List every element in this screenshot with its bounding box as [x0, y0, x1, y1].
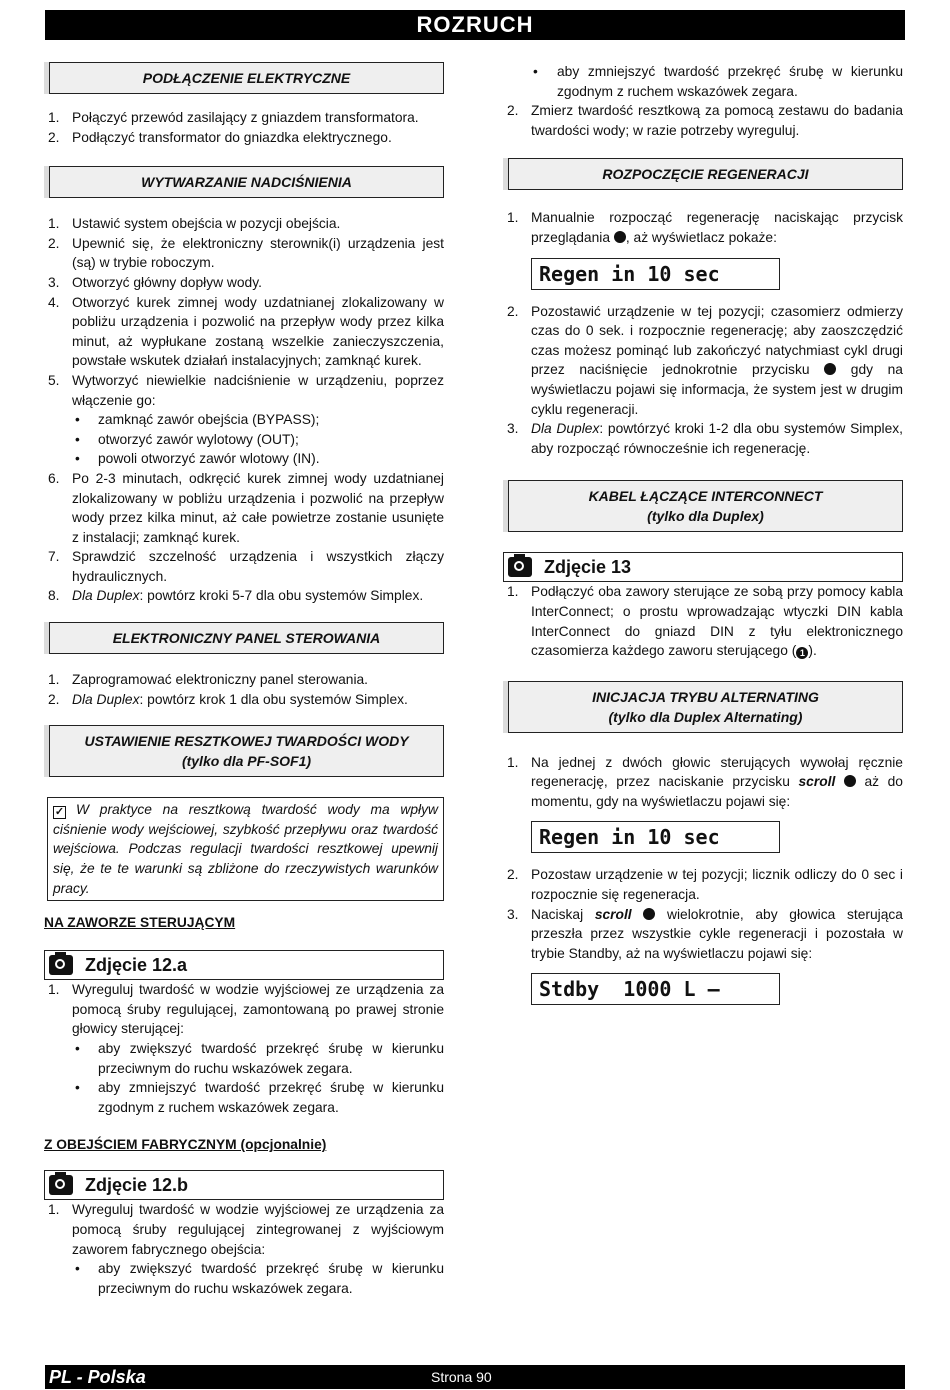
list-control-panel [44, 670, 444, 709]
page-header [45, 10, 905, 40]
section-title: ELEKTRONICZNY PANEL STEROWANIA [112, 630, 381, 647]
list-alternating-cont [503, 865, 903, 963]
bullet-item: • zamknąć zawór obejścia (BYPASS); [75, 412, 320, 428]
list-item: 3. Naciskaj scroll wielokrotnie, aby głowica sterująca przeszła przez wszystkie cykle regeneracji i pozostała w trybie Standby, aż na wyświetlaczu pojawi się: [507, 906, 903, 961]
list-continued [503, 62, 903, 140]
list-item: 7. Sprawdzić szczelność urządzenia i wszystkich złączy hydraulicznych. [48, 549, 444, 584]
list-item: 1. Połączyć przewód zasilający z gniazdem transformatora. [48, 110, 419, 125]
left-column [44, 62, 444, 1298]
section-alternating [508, 681, 903, 733]
section-subtitle: (tylko dla Duplex) [647, 508, 764, 525]
bullet-item: • powoli otworzyć zawór wlotowy (IN). [75, 451, 320, 467]
bypass-heading: Z OBEJŚCIEM FABRYCZNYM (opcjonalnie) [44, 1137, 327, 1153]
section-interconnect [508, 480, 903, 532]
section-title: KABEL ŁĄCZĄCE INTERCONNECT [588, 488, 823, 505]
list-item: 1. Na jednej z dwóch głowic sterujących wywołaj ręcznie regenerację, przez naciskanie przycisku scroll aż do momentu, gdy na wyświetlaczu pojawi się: [507, 754, 903, 809]
number-one-icon: 1 [796, 647, 808, 659]
scroll-button-icon [844, 775, 856, 787]
list-item: 1. Manualnie rozpocząć regenerację naciskając przycisk przeglądania , aż wyświetlacz pokaże: [507, 210, 903, 245]
list-12b [44, 1200, 444, 1298]
list-regeneration [503, 208, 903, 247]
section-title: WYTWARZANIE NADCIŚNIENIA [141, 174, 352, 191]
scroll-button-icon [824, 363, 836, 375]
list-item [503, 62, 903, 101]
camera-icon [508, 557, 532, 577]
list-12a [44, 980, 444, 1117]
bullet-item: • aby zmniejszyć twardość przekręć śrubę w kierunku zgodnym z ruchem wskazówek zegara. [75, 1080, 444, 1115]
list-item: 2. Dla Duplex: powtórz krok 1 dla obu systemów Simplex. [48, 691, 408, 707]
list-electrical [44, 108, 444, 147]
section-residual-hardness [49, 725, 444, 777]
list-pressure [44, 214, 444, 606]
footer-language: PL - Polska [49, 1367, 146, 1387]
section-title: ROZPOCZĘCIE REGENERACJI [602, 166, 809, 183]
photo-12a-label: Zdjęcie 12.a [44, 950, 444, 980]
section-start-regeneration [508, 158, 903, 190]
list-item: 8. Dla Duplex: powtórz kroki 5-7 dla obu systemów Simplex. [48, 588, 424, 604]
section-title: USTAWIENIE RESZTKOWEJ TWARDOŚCI WODY [84, 733, 409, 750]
lcd-display: Stdby 1000 L – [531, 973, 780, 1005]
list-13 [503, 582, 903, 660]
note-box: ✓ W praktyce na resztkową twardość wody ma wpływ ciśnienie wody wejściowej, szybkość przepływu oraz twardość wejściowa. Podczas regulacji twardości resztkowej upewnij się, że te te warunki są zbliżone do rzeczywistych warunków pracy. [47, 797, 444, 901]
section-title: PODŁĄCZENIE ELEKTRYCZNE [142, 70, 351, 86]
list-item: 1. Ustawić system obejścia w pozycji obejścia. [48, 216, 341, 232]
page-footer [45, 1365, 905, 1389]
list-regeneration-cont [503, 302, 903, 459]
bullet-item: • otworzyć zawór wylotowy (OUT); [75, 431, 299, 447]
scroll-button-icon [643, 908, 655, 920]
list-item: 3. Otworzyć główny dopływ wody. [48, 274, 262, 290]
camera-icon [49, 1175, 73, 1195]
list-item: 5. Wytworzyć niewielkie nadciśnienie w urządzeniu, poprzez włączenie go: • zamknąć zawór obejścia (BYPASS); • otworzyć zawór wylotowy (OUT); • powoli otworzyć zawór wlotowy (IN). [44, 371, 444, 469]
list-item: 4. Otworzyć kurek zimnej wody uzdatnianej zlokalizowany w pobliżu urządzenia i pozwolić na przepływ wody przez kilka minut, aż wypłukane zostaną wszelkie zanieczyszczenia, powstałe wskutek działań instalacyjnych; zamknąć kurek. [48, 294, 444, 369]
list-item: 2. Pozostaw urządzenie w tej pozycji; licznik odliczy do 0 sec i rozpocznie się regeneracja. [507, 867, 903, 903]
valve-heading: NA ZAWORZE STERUJĄCYM [44, 915, 236, 931]
lcd-display: Regen in 10 sec [531, 258, 780, 290]
section-subtitle: (tylko dla Duplex Alternating) [608, 708, 803, 725]
list-item: 1. Zaprogramować elektroniczny panel sterowania. [48, 672, 369, 688]
bullet-item: • aby zwiększyć twardość przekręć śrubę w kierunku przeciwnym do ruchu wskazówek zegara. [75, 1041, 444, 1076]
section-title: INICJACJA TRYBU ALTERNATING [592, 688, 819, 705]
list-item: 1. Podłączyć oba zawory sterujące ze sobą przy pomocy kabla InterConnect; o prostu wprowadzając wtyczki DIN kabla InterConnect do gniazd DIN z tyłu elektronicznego czasomierza każdego zaworu sterującego ( 1 ). [507, 584, 903, 659]
section-subtitle: (tylko dla PF-SOF1) [181, 753, 312, 770]
section-pressure [49, 166, 444, 198]
list-item: 2. Zmierz twardość resztkową za pomocą zestawu do badania twardości wody; w razie potrzeby wyreguluj. [507, 103, 903, 138]
lcd-display: Regen in 10 sec [531, 821, 780, 853]
list-item: 3. Dla Duplex: powtórzyć kroki 1-2 dla obu systemów Simplex, aby rozpocząć równocześnie ich regenerację. [507, 421, 903, 456]
list-alternating [503, 753, 903, 812]
list-item: 1. Wyreguluj twardość w wodzie wyjściowej ze urządzenia za pomocą śruby regulującej, zamontowaną po prawej stronie głowicy sterującej: • aby zwiększyć twardość przekręć śrubę w kierunku przeciwnym do ruchu wskazówek zegara. • aby zmniejszyć twardość przekręć śrubę w kierunku zgodnym z ruchem wskazówek zegara. [44, 980, 444, 1117]
list-item: 2. Pozostawić urządzenie w tej pozycji; czasomierz odmierzy czas do 0 sek. i rozpocznie regenerację; aby zaoszczędzić czas możesz pominąć lub zakończyć natychmiast cykl drugi przez naciśnięcie jednokrotnie przycisku gdy na wyświetlaczu pojawi się informacja, że system jest w drugim cyklu regeneracji. [507, 303, 903, 417]
bullet-item: • aby zmniejszyć twardość przekręć śrubę w kierunku zgodnym z ruchem wskazówek zegara. [533, 64, 903, 99]
section-control-panel [49, 622, 444, 654]
page-title: ROZRUCH [416, 12, 534, 37]
list-item: 6. Po 2-3 minutach, odkręcić kurek zimnej wody uzdatnianej zlokalizowany w pobliżu urządzenia i pozwolić na przepływ wody przez kilka minut, aż całe powietrze zostanie usunięte z instalacji; zamknąć kurek. [48, 470, 444, 545]
bullet-item: • aby zwiększyć twardość przekręć śrubę w kierunku przeciwnym do ruchu wskazówek zegara. [75, 1261, 444, 1296]
footer-page-number: Strona 90 [431, 1369, 492, 1385]
list-item: 1. Wyreguluj twardość w wodzie wyjściowej ze urządzenia za pomocą śruby regulującej zintegrowanej z wyjściowym zaworem fabrycznego obejścia: • aby zwiększyć twardość przekręć śrubę w kierunku przeciwnym do ruchu wskazówek zegara. [44, 1200, 444, 1298]
camera-icon [49, 955, 73, 975]
right-column [503, 62, 903, 1017]
section-electrical [49, 62, 444, 94]
photo-13-label: Zdjęcie 13 [503, 552, 903, 582]
photo-12b-label: Zdjęcie 12.b [44, 1170, 444, 1200]
list-item: 2. Upewnić się, że elektroniczny sterownik(i) urządzenia jest (są) w trybie roboczym. [48, 235, 444, 271]
list-item: 2. Podłączyć transformator do gniazdka elektrycznego. [48, 129, 392, 145]
checkbox-icon: ✓ [54, 806, 65, 819]
scroll-button-icon [614, 231, 626, 243]
